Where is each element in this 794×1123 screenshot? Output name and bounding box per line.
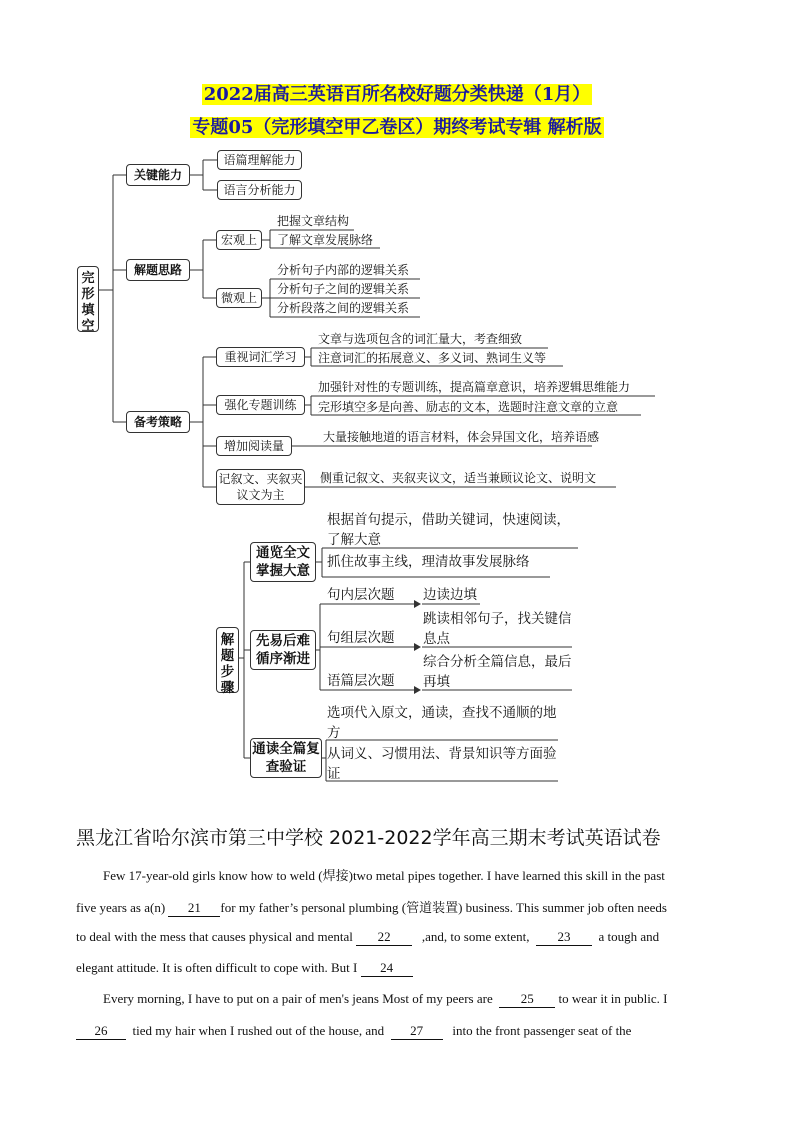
blank-25[interactable]: 25 — [499, 991, 555, 1008]
map1-micro-item2: 分析句子之间的逻辑关系 — [277, 282, 410, 296]
map1-s2-item2: 完形填空多是向善、励志的文本，选题时注意文章的立意 — [318, 400, 619, 414]
map2-b1-item1: 根据首句提示，借助关键词，快速阅读，了解大意 — [327, 512, 570, 548]
passage-line3: to deal with the mess that causes physical and mental 22 ,and, to some extent, 23 a tough and — [76, 929, 660, 944]
map2-b3-item2: 从词义、习惯用法、背景知识等方面验证 — [327, 746, 557, 782]
map2-b2: 先易后难循序渐进 — [250, 630, 316, 670]
map2-b3-item1: 选项代入原文，通读，查找不通顺的地方 — [327, 705, 557, 741]
map1-s2-item1: 加强针对性的专题训练，提高篇章意识，培养逻辑思维能力 — [318, 380, 631, 394]
map2-root: 解题步骤 — [216, 627, 239, 693]
map1-s4: 记叙文、夹叙夹议文为主 — [216, 469, 305, 505]
map1-b3: 备考策略 — [126, 411, 190, 433]
map1-s1-item2: 注意词汇的拓展意义、多义词、熟词生义等 — [318, 351, 547, 365]
map1-macro-item2: 了解文章发展脉络 — [277, 233, 374, 247]
map1-micro-item1: 分析句子内部的逻辑关系 — [277, 263, 410, 277]
map2-b1-item2: 抓住故事主线，理清故事发展脉络 — [327, 554, 530, 570]
passage-line6: 26 tied my hair when I rushed out of the house, and 27 into the front passenger seat of the — [76, 1023, 631, 1040]
map1-macro-item1: 把握文章结构 — [277, 214, 350, 228]
map1-s4-item1: 侧重记叙文、夹叙夹议文，适当兼顾议论文、说明文 — [320, 471, 597, 485]
blank-21[interactable]: 21 — [168, 900, 220, 917]
map1-s1-item1: 文章与选项包含的词汇量大，考查细致 — [318, 332, 523, 346]
map1-b1-item1: 语篇理解能力 — [217, 150, 302, 170]
map2-row2-tip: 跳读相邻句子，找关键信息点 — [423, 611, 572, 647]
map1-macro: 宏观上 — [216, 230, 262, 250]
blank-23[interactable]: 23 — [536, 929, 592, 946]
map1-s3: 增加阅读量 — [216, 436, 292, 456]
doc-title-line2: 专题05（完形填空甲乙卷区）期终考试专辑 解析版 — [192, 117, 602, 138]
map2-row2-level: 句组层次题 — [327, 630, 395, 646]
blank-24[interactable]: 24 — [361, 960, 413, 977]
passage-line5: Every morning, I have to put on a pair of men's jeans Most of my peers are 25 to wear it in public. I — [103, 991, 668, 1006]
passage-line1: Few 17-year-old girls know how to weld (焊接)two metal pipes together. I have learned this skill in the past — [103, 868, 665, 883]
blank-27[interactable]: 27 — [391, 1023, 443, 1040]
map1-s1: 重视词汇学习 — [216, 347, 305, 367]
doc-title-line1: 2022届高三英语百所名校好题分类快递（1月） — [203, 84, 591, 105]
map2-b1: 通览全文掌握大意 — [250, 542, 316, 582]
passage-line4: elegant attitude. It is often difficult to cope with. But I 24 — [76, 960, 413, 977]
map1-micro-item3: 分析段落之间的逻辑关系 — [277, 301, 410, 315]
map1-s3-item1: 大量接触地道的语言材料，体会异国文化，培养语感 — [323, 430, 600, 444]
map1-b1: 关键能力 — [126, 164, 190, 186]
map2-row1-level: 句内层次题 — [327, 587, 395, 603]
map1-b1-item2: 语言分析能力 — [217, 180, 302, 200]
map2-row3-tip: 综合分析全篇信息，最后再填 — [423, 654, 572, 690]
map2-row3-level: 语篇层次题 — [327, 673, 395, 689]
passage-line2: five years as a(n) 21 for my father’s personal plumbing (管道装置) business. This summer job often needs — [76, 900, 667, 915]
map1-s2: 强化专题训练 — [216, 395, 305, 415]
blank-22[interactable]: 22 — [356, 929, 412, 946]
map1-root: 完形填空 — [77, 266, 99, 332]
map1-b2: 解题思路 — [126, 259, 190, 281]
blank-26[interactable]: 26 — [76, 1023, 126, 1040]
map1-micro: 微观上 — [216, 288, 262, 308]
map2-row1-tip: 边读边填 — [423, 587, 477, 603]
map2-b3: 通读全篇复查验证 — [250, 738, 322, 778]
exam-source-title: 黑龙江省哈尔滨市第三中学校 2021-2022学年高三期末考试英语试卷 — [76, 827, 661, 849]
